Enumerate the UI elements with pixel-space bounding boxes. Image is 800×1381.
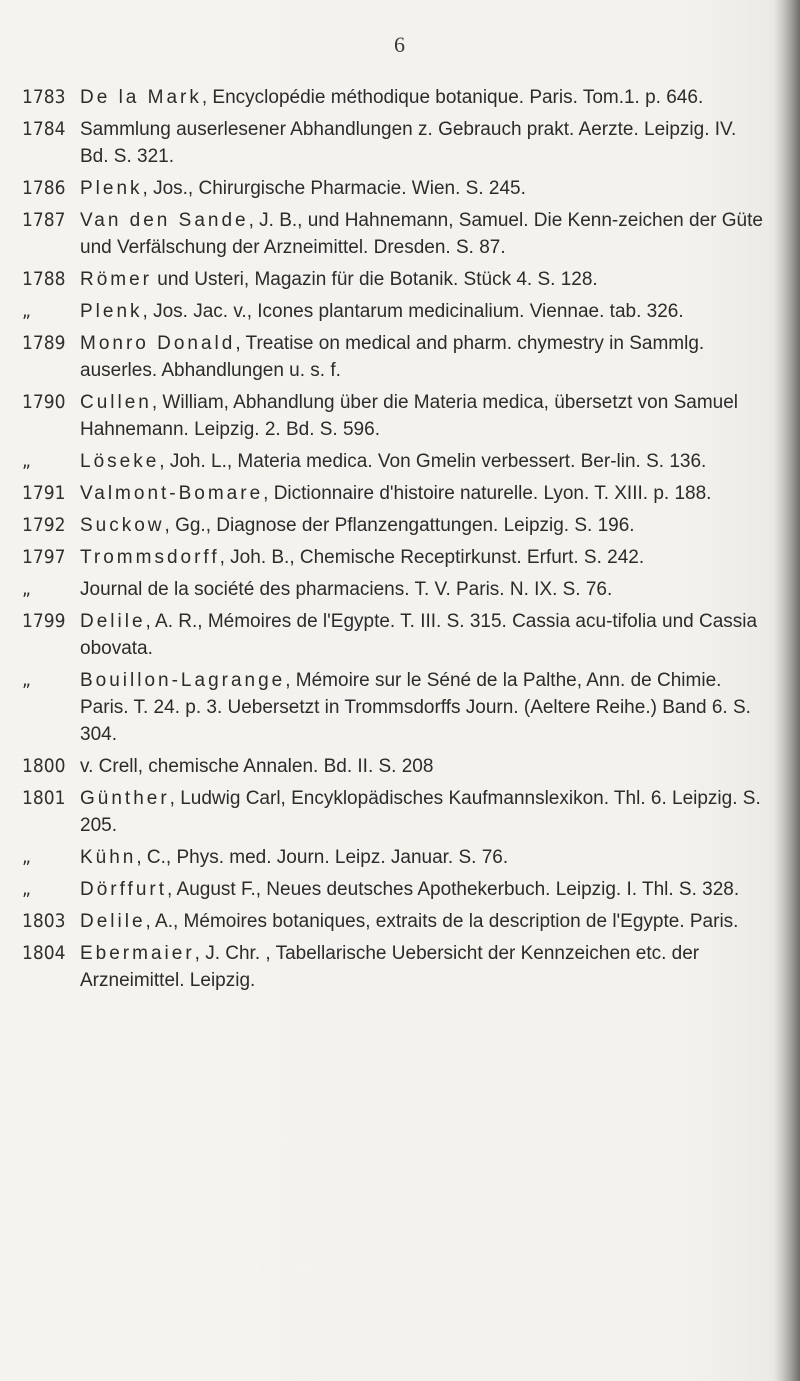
entry-year: „	[22, 878, 31, 900]
entry-author: Valmont-Bomare	[80, 483, 264, 504]
entry-text	[80, 116, 770, 170]
page-number: 6	[394, 32, 406, 57]
bibliography-entry	[22, 844, 770, 871]
bibliography-entry	[22, 448, 770, 475]
entry-year: 1800	[22, 755, 66, 777]
bibliography-entry	[22, 389, 770, 443]
entry-year: „	[22, 846, 31, 868]
entry-text	[80, 175, 770, 202]
bibliography-entry	[22, 175, 770, 202]
entry-year: 1784	[22, 118, 66, 140]
entry-author: Delile	[80, 611, 146, 632]
entry-author: Plenk	[80, 301, 143, 322]
entry-author: Plenk	[80, 178, 143, 199]
entry-text	[80, 266, 770, 293]
entry-details: , Jos., Chirurgische Pharmacie. Wien. S. 245.	[142, 178, 526, 199]
entry-text	[80, 512, 770, 539]
entry-year: 1783	[22, 86, 66, 108]
entry-text	[80, 844, 770, 871]
entry-details: , Mémoire sur le Séné de la Palthe, Ann. de Chimie. Paris. T. 24. p. 3. Uebersetzt in Trommsdorffs Journ. (Aeltere Reihe.) Band 6. S. 304.	[80, 670, 751, 745]
bibliography-entry	[22, 608, 770, 662]
entry-year: 1801	[22, 787, 66, 809]
entry-text	[80, 389, 770, 443]
entry-details: v. Crell, chemische Annalen. Bd. II. S. 208	[80, 756, 434, 777]
entry-details: , Gg., Diagnose der Pflanzengattungen. Leipzig. S. 196.	[164, 515, 635, 536]
bibliography-entry	[22, 116, 770, 170]
entry-text	[80, 576, 770, 603]
bibliography-entry	[22, 876, 770, 903]
entry-details: , Ludwig Carl, Encyklopädisches Kaufmannslexikon. Thl. 6. Leipzig. S. 205.	[80, 788, 761, 836]
entry-details: Journal de la société des pharmaciens. T. V. Paris. N. IX. S. 76.	[80, 579, 613, 600]
entry-details: , Joh. B., Chemische Receptirkunst. Erfurt. S. 242.	[219, 547, 645, 568]
entry-author: Cullen	[80, 392, 152, 413]
entry-author: Delile	[80, 911, 146, 932]
bibliography-entry	[22, 266, 770, 293]
entry-text	[80, 876, 770, 903]
bibliography-entry	[22, 940, 770, 994]
entry-author: Bouillon-Lagrange	[80, 670, 286, 691]
entry-author: Dörffurt	[80, 879, 168, 900]
entry-year: „	[22, 300, 31, 322]
entry-year: „	[22, 578, 31, 600]
entry-text	[80, 544, 770, 571]
entry-year: 1788	[22, 268, 66, 290]
entry-year: 1799	[22, 610, 66, 632]
entry-text	[80, 908, 770, 935]
bibliography-entry	[22, 753, 770, 780]
entry-text	[80, 940, 770, 994]
entry-details: , Dictionnaire d'histoire naturelle. Lyon. T. XIII. p. 188.	[263, 483, 712, 504]
entry-year: „	[22, 450, 31, 472]
bibliography-entry	[22, 298, 770, 325]
entry-author: Suckow	[80, 515, 165, 536]
entry-text	[80, 298, 770, 325]
entry-author: De la Mark	[80, 87, 202, 108]
bibliography-entry	[22, 207, 770, 261]
entry-year: 1797	[22, 546, 66, 568]
entry-details: , J. B., und Hahnemann, Samuel. Die Kenn-zeichen der Güte und Verfälschung der Arzneimittel. Dresden. S. 87.	[80, 210, 763, 258]
entry-author: Günther	[80, 788, 170, 809]
entry-year: 1804	[22, 942, 66, 964]
entry-details: , C., Phys. med. Journ. Leipz. Januar. S. 76.	[136, 847, 509, 868]
entry-year: 1789	[22, 332, 66, 354]
bibliography-entry	[22, 544, 770, 571]
entry-details: , J. Chr. , Tabellarische Uebersicht der Kennzeichen etc. der Arzneimittel. Leipzig.	[80, 943, 700, 991]
entry-author: Monro Donald	[80, 333, 236, 354]
entry-text	[80, 753, 770, 780]
bibliography-entry	[22, 908, 770, 935]
entry-author: Van den Sande	[80, 210, 249, 231]
entry-text	[80, 330, 770, 384]
entry-author: Löseke	[80, 451, 160, 472]
entry-details: , Treatise on medical and pharm. chymestry in Sammlg. auserles. Abhandlungen u. s. f.	[80, 333, 705, 381]
entry-author: Trommsdorff	[80, 547, 220, 568]
entry-details: , Joh. L., Materia medica. Von Gmelin verbessert. Ber-lin. S. 136.	[159, 451, 707, 472]
entry-details: , William, Abhandlung über die Materia medica, übersetzt von Samuel Hahnemann. Leipzig. 2. Bd. S. 596.	[80, 392, 739, 440]
entry-year: „	[22, 669, 31, 691]
entry-details: , August F., Neues deutsches Apothekerbuch. Leipzig. I. Thl. S. 328.	[167, 879, 740, 900]
entry-text	[80, 480, 770, 507]
entry-author: Kühn	[80, 847, 137, 868]
entry-text	[80, 608, 770, 662]
bibliography-entry	[22, 667, 770, 748]
entry-year: 1790	[22, 391, 66, 413]
entry-details: und Usteri, Magazin für die Botanik. Stück 4. S. 128.	[152, 269, 598, 290]
entry-details: , Encyclopédie méthodique botanique. Paris. Tom.1. p. 646.	[201, 87, 704, 108]
bibliography-entry	[22, 785, 770, 839]
bibliography-entry	[22, 480, 770, 507]
bibliography-entry	[22, 512, 770, 539]
entry-year: 1786	[22, 177, 66, 199]
page-edge-shadow	[774, 0, 800, 1381]
entry-details: , A. R., Mémoires de l'Egypte. T. III. S. 315. Cassia acu-tifolia und Cassia obovata.	[80, 611, 758, 659]
entry-year: 1787	[22, 209, 66, 231]
bibliography-entry	[22, 84, 770, 111]
entry-year: 1792	[22, 514, 66, 536]
entry-text	[80, 785, 770, 839]
entry-author: Römer	[80, 269, 153, 290]
entry-year: 1803	[22, 910, 66, 932]
entry-text	[80, 84, 770, 111]
bibliography-entry	[22, 576, 770, 603]
entry-text	[80, 448, 770, 475]
entry-details: , Jos. Jac. v., Icones plantarum medicinalium. Viennae. tab. 326.	[142, 301, 684, 322]
entry-details: , A., Mémoires botaniques, extraits de la description de l'Egypte. Paris.	[145, 911, 739, 932]
entry-text	[80, 667, 770, 748]
bibliography-list	[22, 84, 770, 999]
entry-author: Ebermaier	[80, 943, 195, 964]
entry-details: Sammlung auserlesener Abhandlungen z. Gebrauch prakt. Aerzte. Leipzig. IV. Bd. S. 321.	[80, 119, 737, 167]
bibliography-entry	[22, 330, 770, 384]
entry-text	[80, 207, 770, 261]
entry-year: 1791	[22, 482, 66, 504]
